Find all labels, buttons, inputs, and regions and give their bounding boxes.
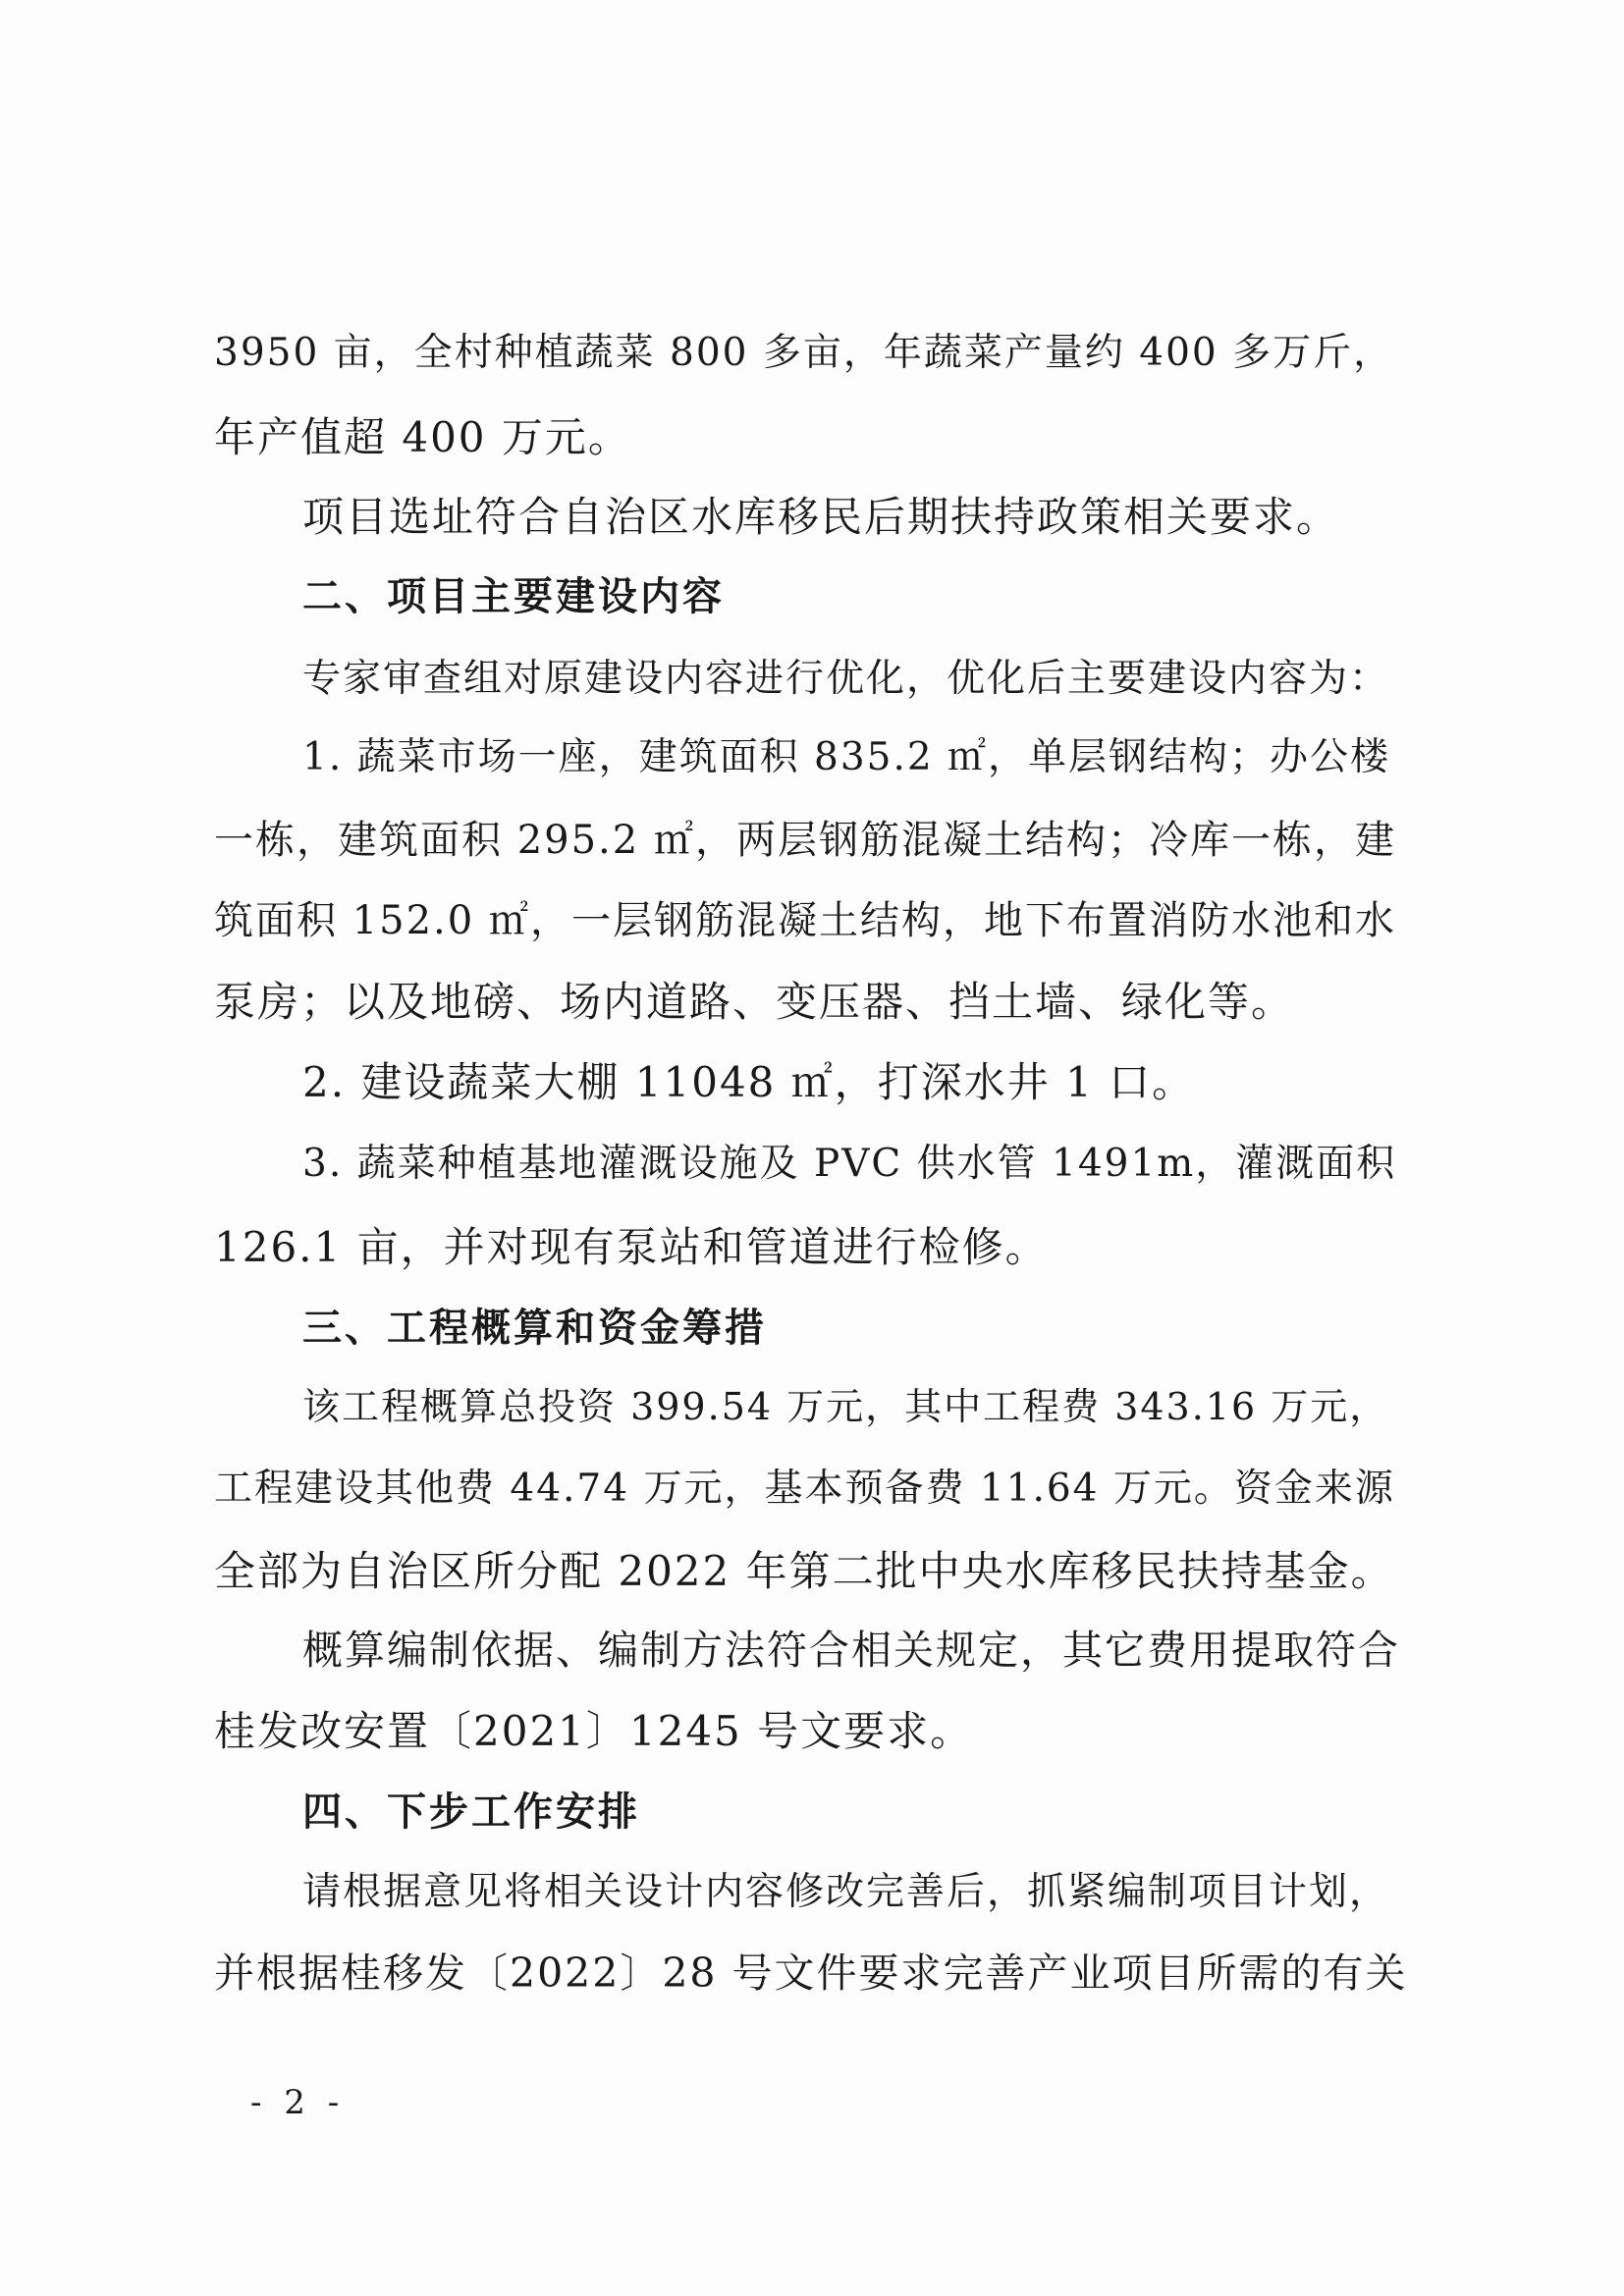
body-text-line: 专家审查组对原建设内容进行优化，优化后主要建设内容为： [302,657,1390,701]
body-text-line: 全部为自治区所分配 2022 年第二批中央水库移民扶持基金。 [214,1547,1394,1595]
body-text-line: 请根据意见将相关设计内容修改完善后，抓紧编制项目计划， [302,1870,1390,1914]
section-heading: 三、工程概算和资金筹措 [302,1306,767,1351]
body-text-line: 3. 蔬菜种植基地灌溉设施及 PVC 供水管 1491m，灌溉面积 [302,1142,1397,1186]
body-text-line: 一栋，建筑面积 295.2 ㎡，两层钢筋混凝土结构；冷库一栋，建 [214,818,1396,863]
body-text-line: 概算编制依据、编制方法符合相关规定，其它费用提取符合 [302,1627,1400,1674]
body-text-line: 并根据桂移发〔2022〕28 号文件要求完善产业项目所需的有关 [214,1949,1408,1997]
body-text-line: 该工程概算总投资 399.54 万元，其中工程费 343.16 万元， [302,1385,1389,1428]
body-text-line: 工程建设其他费 44.74 万元，基本预备费 11.64 万元。资金来源 [214,1467,1395,1511]
body-text-line: 项目选址符合自治区水库移民后期扶持政策相关要求。 [302,493,1340,541]
body-text-line: 126.1 亩，并对现有泵站和管道进行检修。 [214,1223,1049,1271]
body-text-line: 筑面积 152.0 ㎡，一层钢筋混凝土结构，地下布置消防水池和水 [214,898,1396,943]
page-number: - 2 - [250,2083,346,2122]
body-text-line: 2. 建设蔬菜大棚 11048 ㎡，打深水井 1 口。 [302,1058,1196,1106]
body-text-line: 泵房；以及地磅、场内道路、变压器、挡土墙、绿化等。 [214,978,1295,1026]
section-heading: 二、项目主要建设内容 [302,574,725,619]
body-text-line: 桂发改安置〔2021〕1245 号文要求。 [214,1707,974,1755]
body-text-line: 年产值超 400 万元。 [214,413,631,461]
body-text-line: 1. 蔬菜市场一座，建筑面积 835.2 ㎡，单层钢结构；办公楼 [302,735,1391,779]
section-heading: 四、下步工作安排 [302,1789,640,1835]
body-text-line: 3950 亩，全村种植蔬菜 800 多亩，年蔬菜产量约 400 多万斤， [214,331,1394,375]
